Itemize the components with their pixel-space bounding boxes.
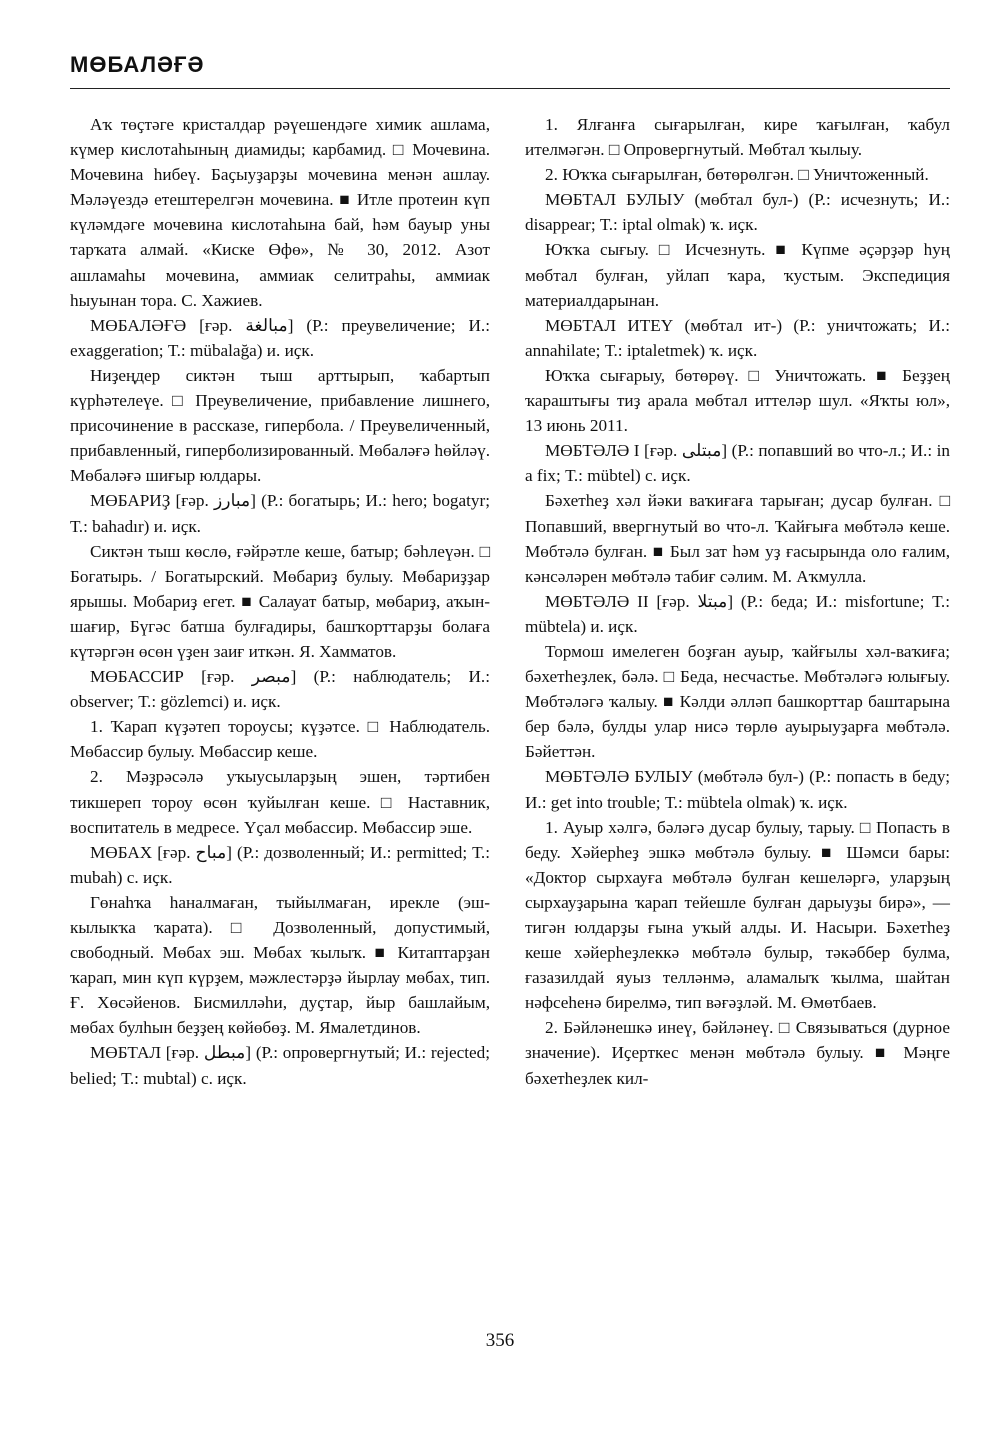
left-para-4: Сиктән тыш көслө, ғәйрәтле кеше, батыр; бәһлеүән. □ Богатырь. / Богатырский. Мөбариҙ булыу. Мөбариҙҙар ярышы. Мобариҙ егет. ■ Салауат батыр, мөбариҙ, аҡын-шағир, Бүгәс батша булғадиры, башҡорттарҙы болаға күтәргән өсөн үҙен заиғ иткән. Я. Хамматов. — [70, 541, 490, 661]
right-para-12: 2. Бәйләнешкә инеү, бәйләнеү. □ Связываться (дурное значение). Иҫерткес менән мөбтәлә булыу. ■ Мәңге бәхетһеҙлек кил- — [525, 1018, 950, 1088]
right-para-1: 2. Юҡҡа сығарылған, бөтөрөлгән. □ Уничтоженный. — [545, 165, 929, 185]
right-para-6: МӨБТӘЛӘ I [ғәр. مبتلى] (Р.: попавший во что-л.; И.: in a fix; Т.: mübtel) с. иҫк. — [525, 441, 950, 486]
left-para-6: 1. Ҡарап күҙәтеп тороусы; күҙәтсе. □ Наблюдатель. Мөбассир булыу. Мөбассир кеше. — [70, 717, 490, 762]
right-para-0: 1. Ялғанға сығарылған, кире ҡағылған, ҡабул ителмәгән. □ Опровергнутый. Мөбтал ҡылыу. — [525, 115, 950, 160]
left-para-1: МӨБАЛӘҒӘ [ғәр. مبالغة] (Р.: преувеличение; И.: exaggeration; Т.: mübalağa) и. иҫк. — [70, 315, 490, 360]
right-para-2: МӨБТАЛ БУЛЫУ (мөбтал бул-) (Р.: исчезнуть; И.: disappear; Т.: iptal olmak) ҡ. иҫк. — [525, 190, 950, 235]
page-number: 356 — [485, 1330, 515, 1351]
left-column — [70, 112, 490, 1091]
left-para-2: Ниҙеңдер сиктән тыш арттырып, ҡабартып күрһәтелеүе. □ Преувеличение, прибавление лишнего, присочинение в рассказе, гипербола. / Преувеличенный, прибавленный, гиперболизированный. Мөбаләғә һөйләү. Мөбаләғә шиғыр юлдары. — [70, 365, 490, 486]
right-para-9: Тормош имелеген боҙған ауыр, ҡайғылы хәл-ваҡиға; бәхетһеҙлек, бәлә. □ Беда, несчастье. Мөбтәләгә юлығыу. Мөбтәләгә ҡалыу. ■ Кәлди әлләп башкорттар баштарына бер бәлә, булды улар нисә төрлө ауырыуҙарға мөбтәлә. Бәйеттән. — [525, 641, 950, 762]
left-para-5: МӨБАССИР [ғәр. مبصر] (Р.: наблюдатель; И.: observer; Т.: gözlemci) и. иҫк. — [70, 667, 490, 712]
left-para-3: МӨБАРИҘ [ғәр. مبارز] (Р.: богатырь; И.: hero; bogatyr; Т.: bahadır) и. иҫк. — [70, 491, 491, 536]
left-para-7: 2. Мәҙрәсәлә уҡыусыларҙың эшен, тәртибен тикшереп тороу өсөн ҡуйылған кеше. □ Наставник, воспитатель в медресе. Үҫал мөбассир. Мөбассир эше. — [70, 767, 490, 837]
right-para-7: Бәхетһеҙ хәл йәки ваҡиғаға тарыған; дусар булған. □ Попавший, ввергнутый во что-л. Ҡайғыға мөбтәлә кеше. Мөбтәлә булған. ■ Был зат һәм уҙ ғасырында оло ғалим, кәнсәләрен мөбтәлә табиғ сәлим. М. Аҡмулла. — [525, 491, 950, 586]
right-para-3: Юҡҡа сығыу. □ Исчезнуть. ■ Күпме әҫәрҙәр һуң мөбтал булған, уйлап ҡара, ҡустым. Экспедиция материалдарынан. — [525, 240, 950, 310]
page-header — [70, 52, 950, 78]
right-para-5: Юҡҡа сығарыу, бөтөрөү. □ Уничтожать. ■ Беҙҙең ҡараштығы тиҙ арала мөбтал иттеләр шул. «Яҡты юл», 13 июнь 2011. — [525, 365, 950, 436]
right-para-4: МӨБТАЛ ИТЕҮ (мөбтал ит-) (Р.: уничтожать; И.: annahilate; Т.: iptaletmek) ҡ. иҫк. — [525, 315, 950, 360]
left-para-0: Аҡ төҫтәге кристалдар рәүешендәге химик ашлама, күмер кислотаһының диамиды; карбамид. □ Мочевина. Мочевина һибеү. Баҫыуҙарҙы мочевина менән ашлау. Мәләүездә етештерелгән мочевина. ■ Итле протеин күп күләмдәге мочевина кислотаһына бай, һәм бауыр уны тарҡата алмай. «Киске Өфө», № 30, 2012. Азот ашламаһы мочевина, аммиак селитраһы, аммиак һыуынан тора. С. Хажиев. — [70, 115, 490, 310]
left-para-9: Гөнаһҡа һаналмаған, тыйылмаған, ирекле (эш-кылыкҡа ҡарата). □ Дозволенный, допустимый, свободный. Мөбах эш. Мөбах ҡылыҡ. ■ Китаптарҙан ҡарап, мин күп күрҙем, мәжлестәрҙә йырлау мөбах, тип. Ғ. Хөсәйенов. Бисмилләһи, дуҫтар, йыр башлайым, мөбах булһын беҙҙең көйөбөҙ. М. Ямалетдинов. — [70, 892, 490, 1038]
left-para-8: МӨБАХ [ғәр. مباح] (Р.: дозволенный; И.: permitted; Т.: mubah) с. иҫк. — [70, 842, 490, 887]
right-para-11: 1. Ауыр хәлгә, бәләгә дусар булыу, тарыу. □ Попасть в беду. Хәйерһеҙ эшкә мөбтәлә булыу. ■ Шәмси бары: «Доктор сырхауға мөбтәлә булған кешеләргә, уларҙың сырхауҙарына ҡарап тейешле булған дарыуҙы бирә», — тигән юлдарҙы ғына уҡый алды. И. Насыри. Бәхетһеҙ кеше хәйерһеҙлеккә мөбтәлә булыр, тәкәббер булма, ғазазилдай яуыз телләнмә, аламалыҡ ҡылма, шайтан нәфсеһенә бирелмә, тип вәғәҙләй. М. Өмөтбаев. — [525, 817, 950, 1013]
right-para-10: МӨБТӘЛӘ БУЛЫУ (мөбтәлә бул-) (Р.: попасть в беду; И.: get into trouble; Т.: mübtela olmak) ҡ. иҫк. — [525, 767, 950, 812]
right-para-8: МӨБТӘЛӘ II [ғәр. مبتلا] (Р.: беда; И.: misfortune; Т.: mübtela) и. иҫк. — [525, 591, 951, 636]
running-head: МӨБАЛӘҒӘ — [70, 52, 205, 77]
left-para-10: МӨБТАЛ [ғәр. مبطل] (Р.: опровергнутый; И.: rejected; belied; Т.: mubtal) с. иҫк. — [70, 1043, 490, 1088]
header-rule — [70, 88, 950, 89]
right-column — [525, 112, 950, 1091]
